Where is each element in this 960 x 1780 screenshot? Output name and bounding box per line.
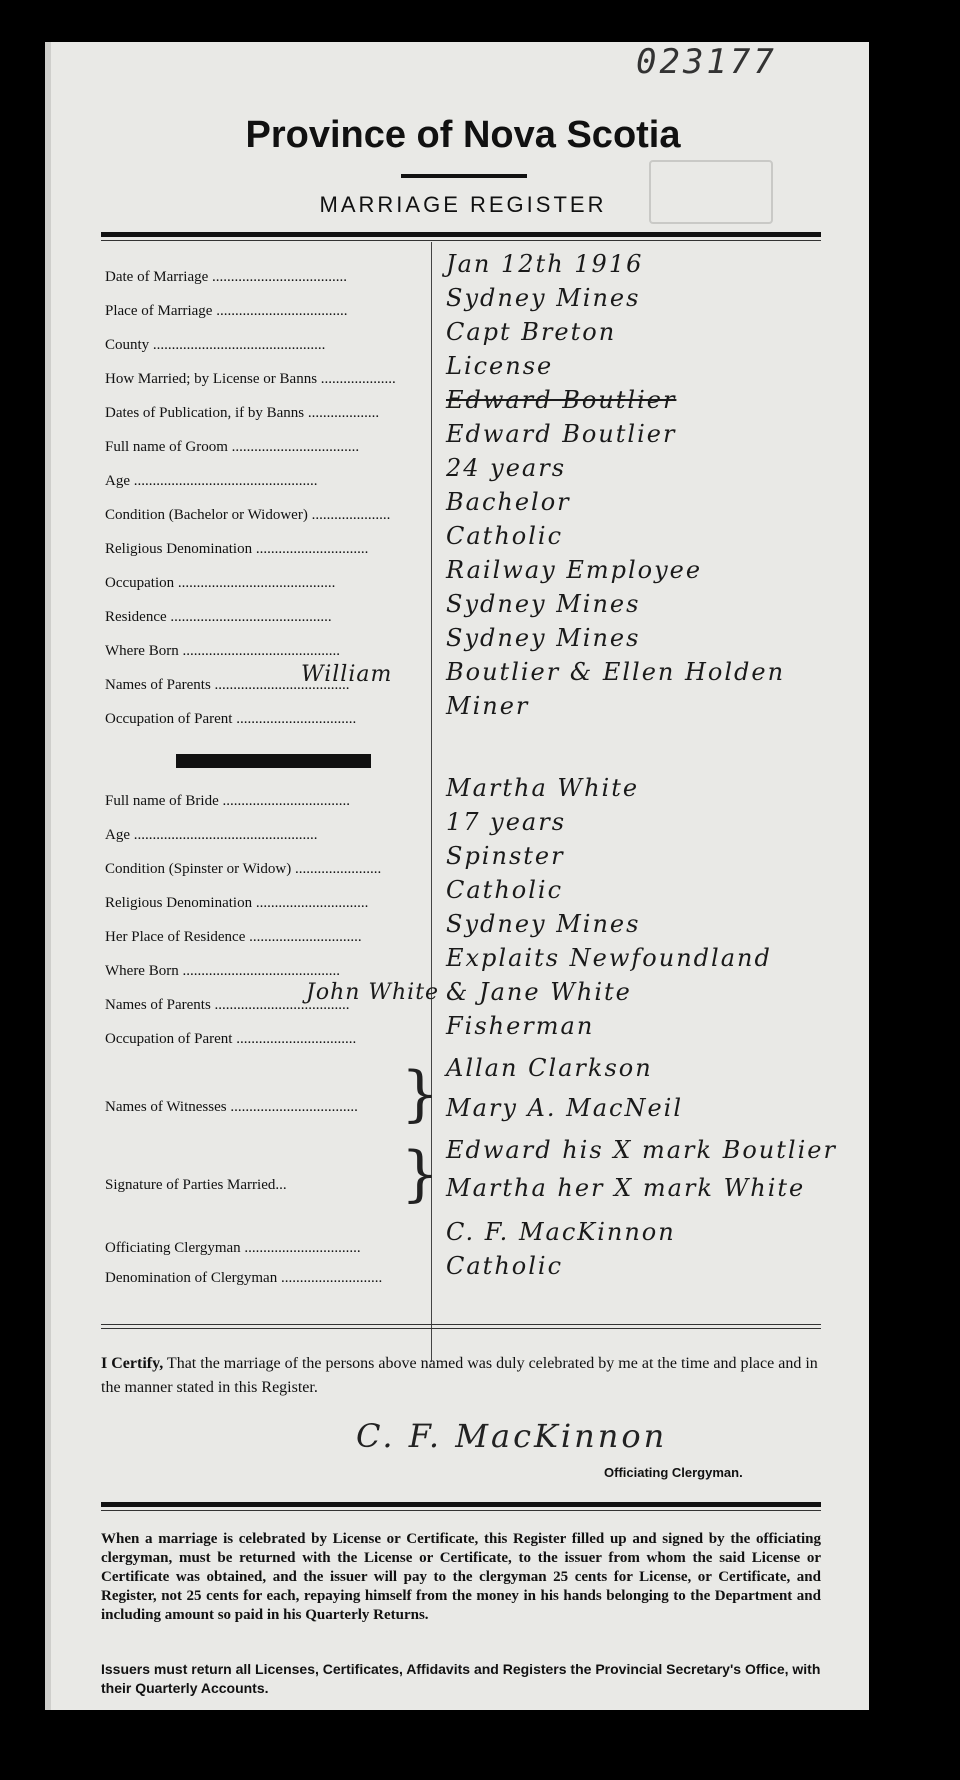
label-officiating-clergyman: Officiating Clergyman ............................... bbox=[105, 1240, 361, 1256]
value-bride-condition: Spinster bbox=[446, 842, 565, 870]
value-bride-age: 17 years bbox=[446, 808, 567, 836]
label-groom-condition: Condition (Bachelor or Widower) ..................... bbox=[105, 507, 391, 523]
label-groom-parents: Names of Parents .................................... bbox=[105, 677, 350, 693]
value-bride-parents: & Jane White bbox=[446, 978, 632, 1006]
value-groom-occupation: Railway Employee bbox=[446, 556, 703, 584]
label-groom-parent-occupation: Occupation of Parent ................................ bbox=[105, 711, 357, 727]
label-bride-condition: Condition (Spinster or Widow) ....................... bbox=[105, 861, 382, 877]
label-bride-parents: Names of Parents .................................... bbox=[105, 997, 350, 1013]
label-bride-where-born: Where Born .......................................... bbox=[105, 963, 340, 979]
label-place-of-marriage: Place of Marriage ................................... bbox=[105, 303, 348, 319]
label-groom-age: Age ................................................. bbox=[105, 473, 318, 489]
value-bride-parent-occupation: Fisherman bbox=[446, 1012, 595, 1040]
certify-lead: I Certify, bbox=[101, 1355, 164, 1372]
return-notice: When a marriage is celebrated by License or Certificate, this Register filled up and signed by the officiating clergyman, must be returned with the License or Certificate, to the issuer from whom the said License or Certificate was obtained, and the issuer will pay to the clergyman 25 cents for License, or Certificate, and Register, not 25 cents for each, repaying himself from the money in his hands belonging to the Department and including amount so paid in his Quarterly Returns. bbox=[101, 1531, 821, 1623]
party-groom-signature: Edward his X mark Boutlier bbox=[446, 1136, 837, 1164]
issuers-notice: Issuers must return all Licenses, Certificates, Affidavits and Registers the Provincial Secretary's Office, with their Quarterly Accounts. bbox=[101, 1661, 821, 1696]
top-rule-thin bbox=[101, 240, 821, 241]
top-rule bbox=[101, 232, 821, 237]
value-clergy-denomination: Catholic bbox=[446, 1252, 564, 1280]
groom-father-first-name: William bbox=[301, 662, 393, 687]
label-bride-religion: Religious Denomination .............................. bbox=[105, 895, 369, 911]
title-rule bbox=[401, 174, 527, 178]
value-dates-of-publication-struck: Edward Boutlier bbox=[446, 386, 677, 414]
witness-2: Mary A. MacNeil bbox=[446, 1094, 684, 1122]
value-groom-age: 24 years bbox=[446, 454, 567, 482]
bride-section-bar bbox=[176, 754, 371, 768]
clergy-signature: C. F. MacKinnon bbox=[356, 1417, 668, 1455]
party-bride-signature: Martha her X mark White bbox=[446, 1174, 806, 1202]
bottom-rule-thin bbox=[101, 1510, 821, 1511]
page-subtitle: MARRIAGE REGISTER bbox=[319, 192, 607, 217]
value-how-married: License bbox=[446, 352, 554, 380]
parties-brace: } bbox=[401, 1139, 440, 1209]
value-date-of-marriage: Jan 12th 1916 bbox=[446, 250, 644, 278]
bride-father-name: John White bbox=[306, 980, 440, 1005]
label-witnesses: Names of Witnesses .................................. bbox=[105, 1099, 358, 1115]
mid-rule-1 bbox=[101, 1324, 821, 1325]
value-county: Capt Breton bbox=[446, 318, 617, 346]
value-groom-parent-occupation: Miner bbox=[446, 692, 530, 720]
label-date-of-marriage: Date of Marriage .................................... bbox=[105, 269, 348, 285]
label-groom-name: Full name of Groom .................................. bbox=[105, 439, 360, 455]
value-groom-condition: Bachelor bbox=[446, 488, 571, 516]
label-groom-where-born: Where Born .......................................... bbox=[105, 643, 340, 659]
value-groom-religion: Catholic bbox=[446, 522, 564, 550]
document-number: 023177 bbox=[636, 42, 777, 82]
value-bride-residence: Sydney Mines bbox=[446, 910, 641, 938]
label-county: County .............................................. bbox=[105, 337, 326, 353]
value-groom-where-born: Sydney Mines bbox=[446, 624, 641, 652]
witness-1: Allan Clarkson bbox=[446, 1054, 653, 1082]
label-clergy-denomination: Denomination of Clergyman ........................... bbox=[105, 1270, 383, 1286]
label-dates-of-publication: Dates of Publication, if by Banns ................... bbox=[105, 405, 380, 421]
bottom-rule bbox=[101, 1502, 821, 1507]
value-groom-name: Edward Boutlier bbox=[446, 420, 677, 448]
register-form bbox=[45, 42, 869, 1710]
label-bride-residence: Her Place of Residence .............................. bbox=[105, 929, 362, 945]
page-title: Province of Nova Scotia bbox=[245, 114, 681, 156]
signature-title: Officiating Clergyman. bbox=[604, 1465, 743, 1480]
label-groom-occupation: Occupation .......................................... bbox=[105, 575, 336, 591]
label-how-married: How Married; by License or Banns .................... bbox=[105, 371, 396, 387]
value-bride-where-born: Explaits Newfoundland bbox=[446, 944, 772, 972]
value-place-of-marriage: Sydney Mines bbox=[446, 284, 641, 312]
value-groom-parents: Boutlier & Ellen Holden bbox=[446, 658, 786, 686]
label-groom-residence: Residence ........................................... bbox=[105, 609, 332, 625]
certification bbox=[101, 1352, 821, 1400]
label-bride-age: Age ................................................. bbox=[105, 827, 318, 843]
label-parties: Signature of Parties Married... bbox=[105, 1177, 287, 1193]
label-groom-religion: Religious Denomination .............................. bbox=[105, 541, 369, 557]
mid-rule-2 bbox=[101, 1328, 821, 1329]
label-bride-parent-occupation: Occupation of Parent ................................ bbox=[105, 1031, 357, 1047]
label-bride-name: Full name of Bride .................................. bbox=[105, 793, 350, 809]
value-groom-residence: Sydney Mines bbox=[446, 590, 641, 618]
value-bride-religion: Catholic bbox=[446, 876, 564, 904]
value-bride-name: Martha White bbox=[446, 774, 640, 802]
value-officiating-clergyman: C. F. MacKinnon bbox=[446, 1218, 676, 1246]
certify-text: That the marriage of the persons above named was duly celebrated by me at the time and place and in the manner stated in this Register. bbox=[101, 1355, 818, 1396]
witnesses-brace: } bbox=[401, 1059, 440, 1129]
